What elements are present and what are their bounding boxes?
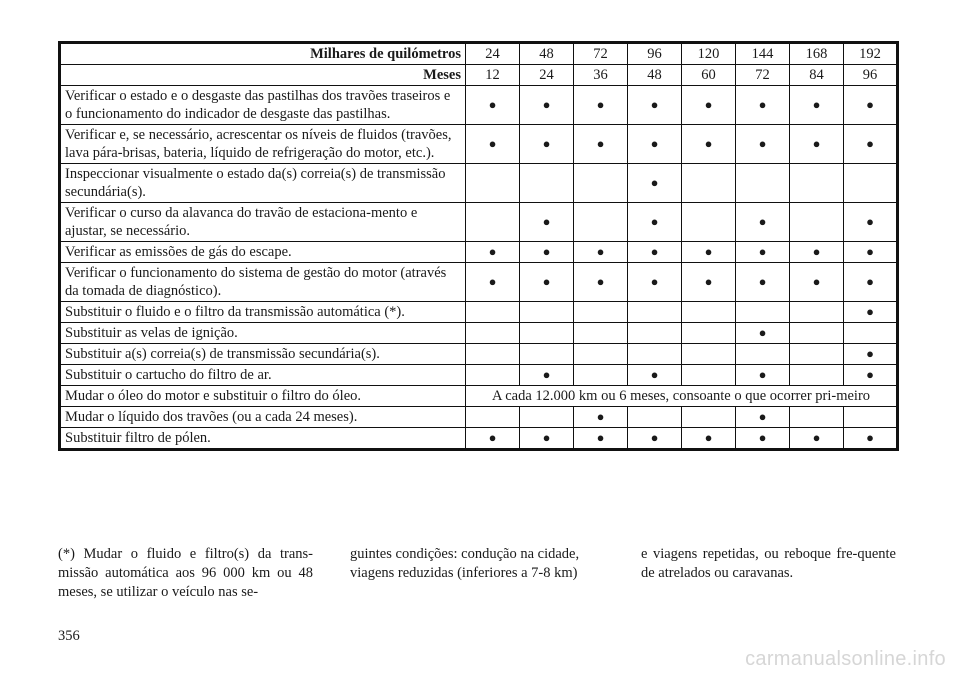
footnote-col-1: (*) Mudar o fluido e filtro(s) da trans-missão automática aos 96 000 km ou 48 meses, se utilizar o veículo nas se- — [58, 546, 313, 600]
months-cell: 24 — [520, 65, 574, 86]
km-cell: 48 — [520, 43, 574, 65]
bullet-mark: ● — [574, 125, 628, 164]
empty-cell — [520, 302, 574, 323]
bullet-mark: ● — [736, 263, 790, 302]
bullet-mark: ● — [682, 428, 736, 450]
bullet-mark: ● — [628, 242, 682, 263]
task-description: Substituir a(s) correia(s) de transmissão secundária(s). — [60, 344, 466, 365]
bullet-mark: ● — [682, 263, 736, 302]
empty-cell — [574, 164, 628, 203]
empty-cell — [682, 203, 736, 242]
months-cell: 72 — [736, 65, 790, 86]
bullet-mark: ● — [574, 407, 628, 428]
bullet-mark: ● — [736, 365, 790, 386]
bullet-mark: ● — [574, 86, 628, 125]
bullet-mark: ● — [628, 263, 682, 302]
empty-cell — [790, 344, 844, 365]
task-description: Substituir filtro de pólen. — [60, 428, 466, 450]
km-cell: 96 — [628, 43, 682, 65]
bullet-mark: ● — [844, 302, 898, 323]
empty-cell — [574, 365, 628, 386]
empty-cell — [574, 203, 628, 242]
bullet-mark: ● — [520, 365, 574, 386]
bullet-mark: ● — [520, 242, 574, 263]
bullet-mark: ● — [466, 242, 520, 263]
empty-cell — [682, 302, 736, 323]
header-months-label: Meses — [60, 65, 466, 86]
bullet-mark: ● — [628, 428, 682, 450]
bullet-mark: ● — [790, 125, 844, 164]
empty-cell — [466, 323, 520, 344]
bullet-mark: ● — [574, 242, 628, 263]
task-description: Verificar e, se necessário, acrescentar os níveis de fluidos (travões, lava pára-brisas, bateria, líquido de refrigeração do motor, etc.). — [60, 125, 466, 164]
interval-note: A cada 12.000 km ou 6 meses, consoante o que ocorrer pri-meiro — [466, 386, 898, 407]
empty-cell — [628, 302, 682, 323]
empty-cell — [682, 323, 736, 344]
km-cell: 72 — [574, 43, 628, 65]
empty-cell — [520, 407, 574, 428]
bullet-mark: ● — [682, 125, 736, 164]
empty-cell — [628, 323, 682, 344]
task-description: Substituir o fluido e o filtro da transmissão automática (*). — [60, 302, 466, 323]
bullet-mark: ● — [790, 86, 844, 125]
header-km-label: Milhares de quilómetros — [60, 43, 466, 65]
empty-cell — [574, 323, 628, 344]
months-cell: 12 — [466, 65, 520, 86]
empty-cell — [736, 302, 790, 323]
km-cell: 192 — [844, 43, 898, 65]
bullet-mark: ● — [466, 428, 520, 450]
empty-cell — [736, 164, 790, 203]
table-row — [60, 302, 898, 323]
empty-cell — [844, 323, 898, 344]
empty-cell — [628, 407, 682, 428]
bullet-mark: ● — [736, 125, 790, 164]
bullet-mark: ● — [844, 365, 898, 386]
bullet-mark: ● — [574, 428, 628, 450]
table-row — [60, 323, 898, 344]
empty-cell — [520, 323, 574, 344]
bullet-mark: ● — [466, 125, 520, 164]
km-cell: 144 — [736, 43, 790, 65]
header-row-months — [60, 65, 898, 86]
empty-cell — [790, 203, 844, 242]
task-description: Substituir as velas de ignição. — [60, 323, 466, 344]
table-body — [60, 43, 898, 450]
table-row — [60, 125, 898, 164]
table-row — [60, 428, 898, 450]
months-cell: 84 — [790, 65, 844, 86]
empty-cell — [736, 344, 790, 365]
table-row — [60, 344, 898, 365]
empty-cell — [790, 302, 844, 323]
table-row — [60, 365, 898, 386]
task-description: Inspeccionar visualmente o estado da(s) correia(s) de transmissão secundária(s). — [60, 164, 466, 203]
empty-cell — [790, 323, 844, 344]
bullet-mark: ● — [520, 86, 574, 125]
bullet-mark: ● — [736, 407, 790, 428]
watermark: carmanualsonline.info — [745, 648, 946, 670]
bullet-mark: ● — [790, 428, 844, 450]
task-description: Verificar as emissões de gás do escape. — [60, 242, 466, 263]
bullet-mark: ● — [682, 242, 736, 263]
bullet-mark: ● — [682, 86, 736, 125]
empty-cell — [466, 302, 520, 323]
task-description: Verificar o funcionamento do sistema de gestão do motor (através da tomada de diagnóstico). — [60, 263, 466, 302]
bullet-mark: ● — [844, 263, 898, 302]
bullet-mark: ● — [844, 125, 898, 164]
table-row — [60, 203, 898, 242]
empty-cell — [520, 164, 574, 203]
bullet-mark: ● — [628, 125, 682, 164]
bullet-mark: ● — [466, 86, 520, 125]
table-row — [60, 164, 898, 203]
bullet-mark: ● — [520, 428, 574, 450]
bullet-mark: ● — [736, 203, 790, 242]
page-number: 356 — [58, 628, 80, 644]
bullet-mark: ● — [736, 323, 790, 344]
months-cell: 36 — [574, 65, 628, 86]
empty-cell — [520, 344, 574, 365]
bullet-mark: ● — [628, 365, 682, 386]
empty-cell — [466, 365, 520, 386]
bullet-mark: ● — [736, 86, 790, 125]
bullet-mark: ● — [736, 242, 790, 263]
table-row — [60, 86, 898, 125]
bullet-mark: ● — [628, 86, 682, 125]
header-row-km — [60, 43, 898, 65]
table-row — [60, 386, 898, 407]
empty-cell — [682, 344, 736, 365]
km-cell: 24 — [466, 43, 520, 65]
bullet-mark: ● — [466, 263, 520, 302]
table-row — [60, 263, 898, 302]
task-description: Mudar o óleo do motor e substituir o filtro do óleo. — [60, 386, 466, 407]
bullet-mark: ● — [628, 203, 682, 242]
empty-cell — [574, 344, 628, 365]
bullet-mark: ● — [844, 428, 898, 450]
bullet-mark: ● — [844, 203, 898, 242]
km-cell: 168 — [790, 43, 844, 65]
bullet-mark: ● — [520, 125, 574, 164]
months-cell: 48 — [628, 65, 682, 86]
bullet-mark: ● — [520, 203, 574, 242]
bullet-mark: ● — [844, 344, 898, 365]
empty-cell — [466, 407, 520, 428]
bullet-mark: ● — [628, 164, 682, 203]
task-description: Mudar o líquido dos travões (ou a cada 24 meses). — [60, 407, 466, 428]
bullet-mark: ● — [790, 263, 844, 302]
task-description: Substituir o cartucho do filtro de ar. — [60, 365, 466, 386]
empty-cell — [466, 344, 520, 365]
bullet-mark: ● — [844, 242, 898, 263]
task-description: Verificar o estado e o desgaste das pastilhas dos travões traseiros e o funcionamento do indicador de desgaste das pastilhas. — [60, 86, 466, 125]
empty-cell — [844, 164, 898, 203]
empty-cell — [790, 407, 844, 428]
empty-cell — [466, 164, 520, 203]
empty-cell — [574, 302, 628, 323]
empty-cell — [682, 407, 736, 428]
km-cell: 120 — [682, 43, 736, 65]
task-description: Verificar o curso da alavanca do travão de estaciona-mento e ajustar, se necessário. — [60, 203, 466, 242]
bullet-mark: ● — [844, 86, 898, 125]
empty-cell — [790, 164, 844, 203]
months-cell: 60 — [682, 65, 736, 86]
empty-cell — [844, 407, 898, 428]
bullet-mark: ● — [790, 242, 844, 263]
bullet-mark: ● — [736, 428, 790, 450]
bullet-mark: ● — [520, 263, 574, 302]
table-row — [60, 242, 898, 263]
empty-cell — [628, 344, 682, 365]
empty-cell — [682, 164, 736, 203]
footnote-col-3: e viagens repetidas, ou reboque fre-quente de atrelados ou caravanas. — [641, 546, 896, 581]
maintenance-schedule-table — [58, 41, 899, 451]
bullet-mark: ● — [574, 263, 628, 302]
empty-cell — [682, 365, 736, 386]
table-row — [60, 407, 898, 428]
months-cell: 96 — [844, 65, 898, 86]
empty-cell — [466, 203, 520, 242]
empty-cell — [790, 365, 844, 386]
footnote-col-2: guintes condições: condução na cidade, viagens reduzidas (inferiores a 7-8 km) — [350, 546, 580, 581]
